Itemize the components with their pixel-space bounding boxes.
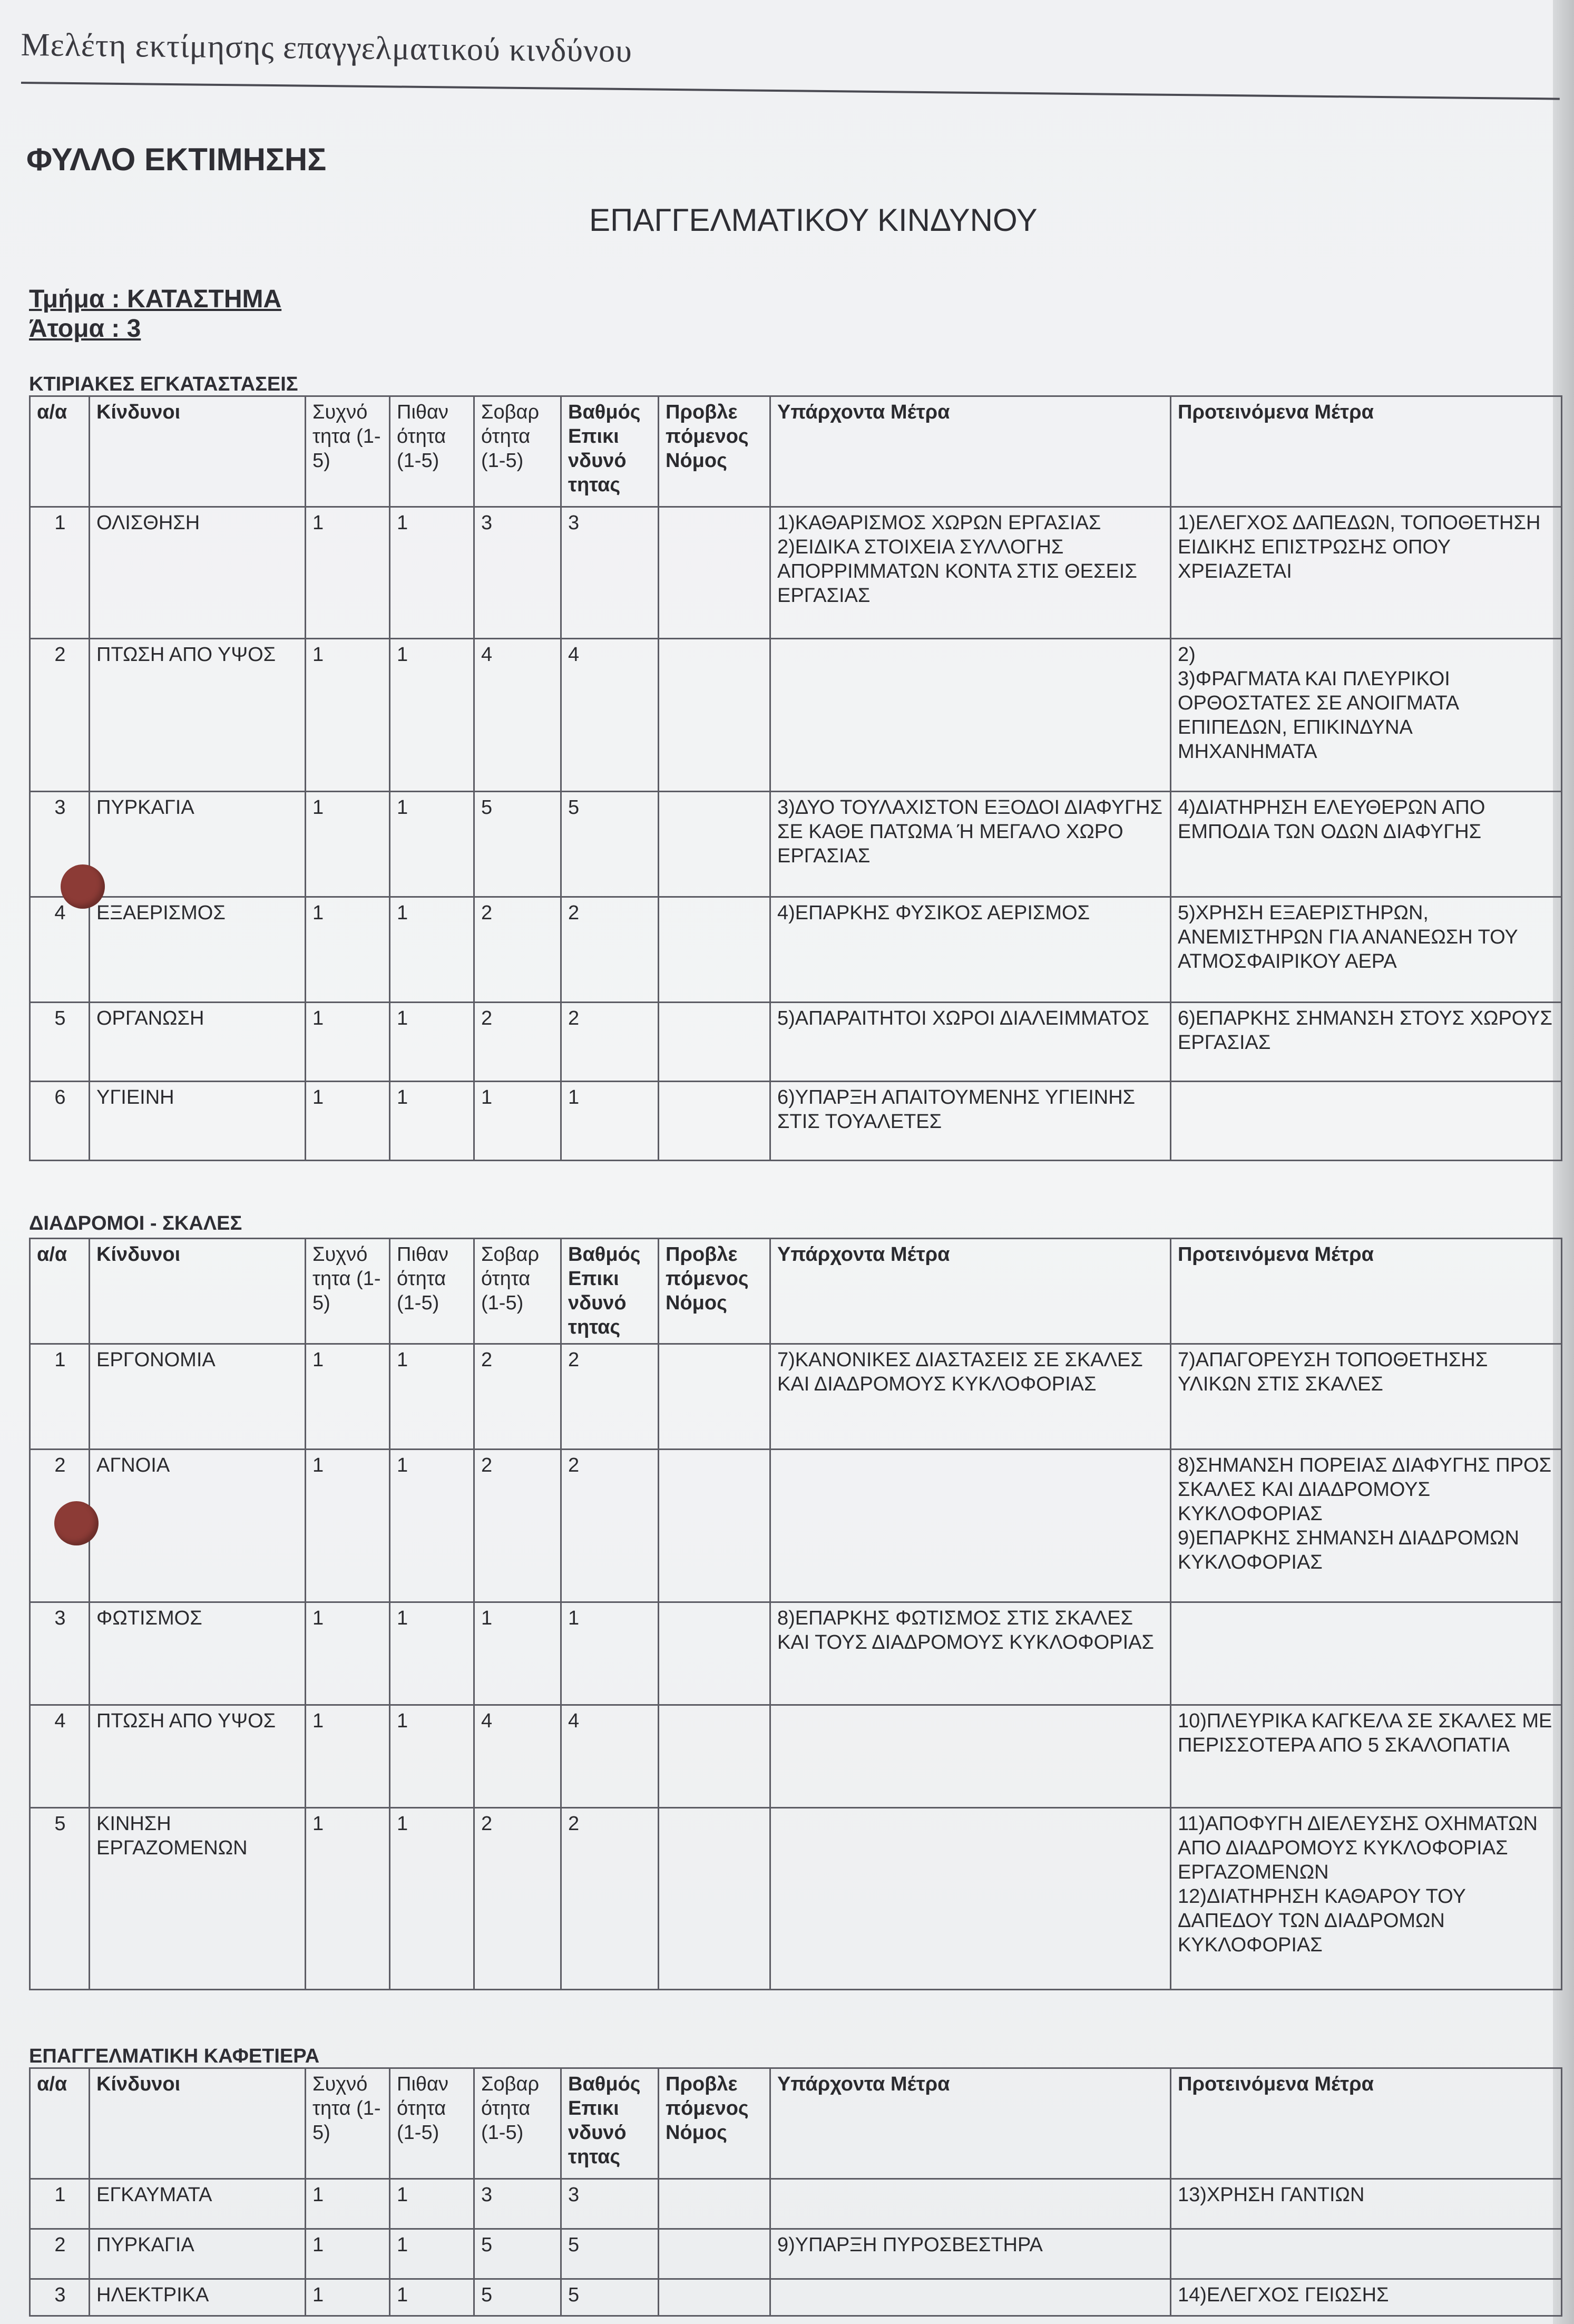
cell-law	[659, 2279, 770, 2316]
cell-proposed-measures	[1171, 1602, 1562, 1705]
table-row	[30, 2179, 1562, 2229]
cell-existing-measures: 9)ΥΠΑΡΞΗ ΠΥΡΟΣΒΕΣΤΗΡΑ	[770, 2229, 1171, 2279]
risk-table-cafeteria	[29, 2067, 1562, 2317]
hole-punch-mark	[54, 1501, 99, 1545]
cell-frequency: 1	[306, 2279, 390, 2316]
section-title-building: ΚΤΙΡΙΑΚΕΣ ΕΓΚΑΤΑΣΤΑΣΕΙΣ	[29, 373, 298, 395]
cell-severity: 2	[474, 1003, 561, 1082]
table-row	[30, 1344, 1562, 1450]
running-head: Μελέτη εκτίμησης επαγγελματικού κινδύνου	[21, 26, 633, 70]
cell-number: 2	[30, 639, 90, 792]
cell-probability: 1	[390, 1808, 474, 1990]
col-frequency: Συχνό τητα (1-5)	[306, 1239, 390, 1344]
cell-proposed-measures	[1171, 1082, 1562, 1161]
cell-probability: 1	[390, 2179, 474, 2229]
cell-probability: 1	[390, 1705, 474, 1808]
cell-frequency: 1	[306, 1344, 390, 1450]
table-row	[30, 2229, 1562, 2279]
cell-risk: 4	[561, 639, 659, 792]
table-header-row	[30, 2068, 1562, 2179]
title-center: ΕΠΑΓΓΕΛΜΑΤΙΚΟΥ ΚΙΝΔΥΝΟΥ	[589, 202, 1038, 238]
table-row	[30, 792, 1562, 897]
cell-frequency: 1	[306, 1705, 390, 1808]
cell-existing-measures: 8)ΕΠΑΡΚΗΣ ΦΩΤΙΣΜΟΣ ΣΤΙΣ ΣΚΑΛΕΣ ΚΑΙ ΤΟΥΣ ΔΙΑΔΡΟΜΟΥΣ ΚΥΚΛΟΦΟΡΙΑΣ	[770, 1602, 1171, 1705]
cell-hazard: ΗΛΕΚΤΡΙΚΑ	[90, 2279, 306, 2316]
cell-hazard: ΠΥΡΚΑΓΙΑ	[90, 792, 306, 897]
cell-proposed-measures: 7)ΑΠΑΓΟΡΕΥΣΗ ΤΟΠΟΘΕΤΗΣΗΣ ΥΛΙΚΩΝ ΣΤΙΣ ΣΚΑΛΕΣ	[1171, 1344, 1562, 1450]
table-row	[30, 639, 1562, 792]
cell-risk: 5	[561, 2229, 659, 2279]
col-aa: α/α	[30, 2068, 90, 2179]
cell-existing-measures	[770, 2179, 1171, 2229]
hole-punch-mark	[61, 864, 105, 909]
cell-probability: 1	[390, 2229, 474, 2279]
cell-frequency: 1	[306, 1808, 390, 1990]
cell-probability: 1	[390, 2279, 474, 2316]
cell-frequency: 1	[306, 897, 390, 1003]
cell-existing-measures	[770, 1450, 1171, 1602]
cell-severity: 2	[474, 1344, 561, 1450]
cell-law	[659, 897, 770, 1003]
cell-frequency: 1	[306, 639, 390, 792]
col-probability: Πιθαν ότητα (1-5)	[390, 396, 474, 507]
cell-proposed-measures: 1)ΕΛΕΓΧΟΣ ΔΑΠΕΔΩΝ, ΤΟΠΟΘΕΤΗΣΗ ΕΙΔΙΚΗΣ ΕΠΙΣΤΡΩΣΗΣ ΟΠΟΥ ΧΡΕΙΑΖΕΤΑΙ	[1171, 507, 1562, 639]
cell-probability: 1	[390, 1602, 474, 1705]
cell-probability: 1	[390, 792, 474, 897]
cell-existing-measures: 5)ΑΠΑΡΑΙΤΗΤΟΙ ΧΩΡΟΙ ΔΙΑΛΕΙΜΜΑΤΟΣ	[770, 1003, 1171, 1082]
col-severity: Σοβαρ ότητα (1-5)	[474, 2068, 561, 2179]
cell-risk: 2	[561, 1003, 659, 1082]
cell-probability: 1	[390, 1082, 474, 1161]
cell-hazard: ΠΤΩΣΗ ΑΠΟ ΥΨΟΣ	[90, 1705, 306, 1808]
cell-severity: 4	[474, 1705, 561, 1808]
cell-severity: 5	[474, 2229, 561, 2279]
cell-number: 3	[30, 792, 90, 897]
cell-risk: 3	[561, 507, 659, 639]
cell-law	[659, 1344, 770, 1450]
cell-proposed-measures: 4)ΔΙΑΤΗΡΗΣΗ ΕΛΕΥΘΕΡΩΝ ΑΠΟ ΕΜΠΟΔΙΑ ΤΩΝ ΟΔΩΝ ΔΙΑΦΥΓΗΣ	[1171, 792, 1562, 897]
cell-frequency: 1	[306, 2179, 390, 2229]
cell-severity: 1	[474, 1602, 561, 1705]
cell-severity: 2	[474, 1450, 561, 1602]
cell-hazard: ΕΞΑΕΡΙΣΜΟΣ	[90, 897, 306, 1003]
cell-proposed-measures: 2) 3)ΦΡΑΓΜΑΤΑ ΚΑΙ ΠΛΕΥΡΙΚΟΙ ΟΡΘΟΣΤΑΤΕΣ ΣΕ ΑΝΟΙΓΜΑΤΑ ΕΠΙΠΕΔΩΝ, ΕΠΙΚΙΝΔΥΝΑ ΜΗΧΑΝΗΜΑΤΑ	[1171, 639, 1562, 792]
cell-proposed-measures	[1171, 2229, 1562, 2279]
cell-frequency: 1	[306, 507, 390, 639]
risk-table-building	[29, 395, 1562, 1161]
col-proposed: Προτεινόμενα Μέτρα	[1171, 396, 1562, 507]
table-row	[30, 1602, 1562, 1705]
cell-law	[659, 507, 770, 639]
cell-law	[659, 639, 770, 792]
col-aa: α/α	[30, 396, 90, 507]
table-row	[30, 2279, 1562, 2316]
section-title-corridors: ΔΙΑΔΡΟΜΟΙ - ΣΚΑΛΕΣ	[29, 1212, 242, 1234]
cell-hazard: ΕΓΚΑΥΜΑΤΑ	[90, 2179, 306, 2229]
cell-risk: 2	[561, 1344, 659, 1450]
cell-hazard: ΥΓΙΕΙΝΗ	[90, 1082, 306, 1161]
cell-hazard: ΑΓΝΟΙΑ	[90, 1450, 306, 1602]
cell-severity: 3	[474, 2179, 561, 2229]
cell-probability: 1	[390, 639, 474, 792]
cell-severity: 3	[474, 507, 561, 639]
cell-number: 3	[30, 1602, 90, 1705]
risk-table-corridors	[29, 1238, 1562, 1990]
col-risk: Βαθμός Επικι νδυνό τητας	[561, 2068, 659, 2179]
cell-law	[659, 1602, 770, 1705]
cell-number: 5	[30, 1808, 90, 1990]
col-severity: Σοβαρ ότητα (1-5)	[474, 1239, 561, 1344]
cell-law	[659, 1705, 770, 1808]
col-law: Προβλε πόμενος Νόμος	[659, 2068, 770, 2179]
cell-risk: 4	[561, 1705, 659, 1808]
title-left: ΦΥΛΛΟ ΕΚΤΙΜΗΣΗΣ	[26, 142, 327, 177]
cell-hazard: ΦΩΤΙΣΜΟΣ	[90, 1602, 306, 1705]
cell-law	[659, 2229, 770, 2279]
cell-probability: 1	[390, 507, 474, 639]
cell-existing-measures: 6)ΥΠΑΡΞΗ ΑΠΑΙΤΟΥΜΕΝΗΣ ΥΓΙΕΙΝΗΣ ΣΤΙΣ ΤΟΥΑΛΕΤΕΣ	[770, 1082, 1171, 1161]
cell-risk: 5	[561, 792, 659, 897]
cell-existing-measures: 3)ΔΥΟ ΤΟΥΛΑΧΙΣΤΟΝ ΕΞΟΔΟΙ ΔΙΑΦΥΓΗΣ ΣΕ ΚΑΘΕ ΠΑΤΩΜΑ Ή ΜΕΓΑΛΟ ΧΩΡΟ ΕΡΓΑΣΙΑΣ	[770, 792, 1171, 897]
cell-probability: 1	[390, 1003, 474, 1082]
cell-number: 1	[30, 507, 90, 639]
cell-number: 5	[30, 1003, 90, 1082]
cell-risk: 5	[561, 2279, 659, 2316]
col-proposed: Προτεινόμενα Μέτρα	[1171, 2068, 1562, 2179]
table-header-row	[30, 396, 1562, 507]
cell-risk: 3	[561, 2179, 659, 2229]
cell-existing-measures: 1)ΚΑΘΑΡΙΣΜΟΣ ΧΩΡΩΝ ΕΡΓΑΣΙΑΣ 2)ΕΙΔΙΚΑ ΣΤΟΙΧΕΙΑ ΣΥΛΛΟΓΗΣ ΑΠΟΡΡΙΜΜΑΤΩΝ ΚΟΝΤΑ ΣΤΙΣ ΘΕΣΕΙΣ ΕΡΓΑΣΙΑΣ	[770, 507, 1171, 639]
cell-frequency: 1	[306, 2229, 390, 2279]
cell-number: 6	[30, 1082, 90, 1161]
col-hazards: Κίνδυνοι	[90, 1239, 306, 1344]
table-row	[30, 1705, 1562, 1808]
cell-hazard: ΚΙΝΗΣΗ ΕΡΓΑΖΟΜΕΝΩΝ	[90, 1808, 306, 1990]
cell-law	[659, 1808, 770, 1990]
cell-existing-measures	[770, 1808, 1171, 1990]
cell-number: 2	[30, 1450, 90, 1602]
cell-proposed-measures: 5)ΧΡΗΣΗ ΕΞΑΕΡΙΣΤΗΡΩΝ, ΑΝΕΜΙΣΤΗΡΩΝ ΓΙΑ ΑΝΑΝΕΩΣΗ ΤΟΥ ΑΤΜΟΣΦΑΙΡΙΚΟΥ ΑΕΡΑ	[1171, 897, 1562, 1003]
table-row	[30, 1450, 1562, 1602]
cell-law	[659, 1450, 770, 1602]
cell-frequency: 1	[306, 1450, 390, 1602]
cell-severity: 5	[474, 792, 561, 897]
col-probability: Πιθαν ότητα (1-5)	[390, 1239, 474, 1344]
cell-risk: 1	[561, 1082, 659, 1161]
cell-risk: 2	[561, 1808, 659, 1990]
cell-number: 1	[30, 2179, 90, 2229]
cell-risk: 2	[561, 1450, 659, 1602]
cell-proposed-measures: 11)ΑΠΟΦΥΓΗ ΔΙΕΛΕΥΣΗΣ ΟΧΗΜΑΤΩΝ ΑΠΟ ΔΙΑΔΡΟΜΟΥΣ ΚΥΚΛΟΦΟΡΙΑΣ ΕΡΓΑΖΟΜΕΝΩΝ 12)ΔΙΑΤΗΡΗΣΗ ΚΑΘΑΡΟΥ ΤΟΥ ΔΑΠΕΔΟΥ ΤΩΝ ΔΙΑΔΡΟΜΩΝ ΚΥΚΛΟΦΟΡΙΑΣ	[1171, 1808, 1562, 1990]
cell-severity: 2	[474, 897, 561, 1003]
cell-number: 4	[30, 897, 90, 1003]
table-row	[30, 1082, 1562, 1161]
cell-existing-measures: 7)ΚΑΝΟΝΙΚΕΣ ΔΙΑΣΤΑΣΕΙΣ ΣΕ ΣΚΑΛΕΣ ΚΑΙ ΔΙΑΔΡΟΜΟΥΣ ΚΥΚΛΟΦΟΡΙΑΣ	[770, 1344, 1171, 1450]
cell-severity: 4	[474, 639, 561, 792]
section-title-cafeteria: ΕΠΑΓΓΕΛΜΑΤΙΚΗ ΚΑΦΕΤΙΕΡΑ	[29, 2045, 320, 2067]
cell-number: 2	[30, 2229, 90, 2279]
cell-proposed-measures: 6)ΕΠΑΡΚΗΣ ΣΗΜΑΝΣΗ ΣΤΟΥΣ ΧΩΡΟΥΣ ΕΡΓΑΣΙΑΣ	[1171, 1003, 1562, 1082]
col-risk: Βαθμός Επικι νδυνό τητας	[561, 396, 659, 507]
cell-frequency: 1	[306, 792, 390, 897]
col-frequency: Συχνό τητα (1-5)	[306, 396, 390, 507]
col-risk: Βαθμός Επικι νδυνό τητας	[561, 1239, 659, 1344]
table-row	[30, 1808, 1562, 1990]
persons-label: Άτομα : 3	[29, 315, 141, 343]
cell-severity: 1	[474, 1082, 561, 1161]
col-existing: Υπάρχοντα Μέτρα	[770, 1239, 1171, 1344]
cell-law	[659, 2179, 770, 2229]
cell-frequency: 1	[306, 1602, 390, 1705]
col-law: Προβλε πόμενος Νόμος	[659, 1239, 770, 1344]
cell-proposed-measures: 14)ΕΛΕΓΧΟΣ ΓΕΙΩΣΗΣ	[1171, 2279, 1562, 2316]
col-severity: Σοβαρ ότητα (1-5)	[474, 396, 561, 507]
cell-law	[659, 792, 770, 897]
cell-existing-measures	[770, 639, 1171, 792]
cell-law	[659, 1082, 770, 1161]
cell-number: 3	[30, 2279, 90, 2316]
cell-frequency: 1	[306, 1082, 390, 1161]
cell-severity: 5	[474, 2279, 561, 2316]
header-rule	[21, 82, 1560, 100]
cell-number: 1	[30, 1344, 90, 1450]
department-label: Τμήμα : ΚΑΤΑΣΤΗΜΑ	[29, 285, 282, 313]
cell-existing-measures	[770, 1705, 1171, 1808]
cell-probability: 1	[390, 897, 474, 1003]
cell-frequency: 1	[306, 1003, 390, 1082]
col-hazards: Κίνδυνοι	[90, 396, 306, 507]
table-row	[30, 897, 1562, 1003]
cell-hazard: ΠΥΡΚΑΓΙΑ	[90, 2229, 306, 2279]
cell-hazard: ΟΛΙΣΘΗΣΗ	[90, 507, 306, 639]
col-aa: α/α	[30, 1239, 90, 1344]
col-hazards: Κίνδυνοι	[90, 2068, 306, 2179]
col-proposed: Προτεινόμενα Μέτρα	[1171, 1239, 1562, 1344]
cell-law	[659, 1003, 770, 1082]
table-header-row	[30, 1239, 1562, 1344]
col-law: Προβλε πόμενος Νόμος	[659, 396, 770, 507]
cell-proposed-measures: 10)ΠΛΕΥΡΙΚΑ ΚΑΓΚΕΛΑ ΣΕ ΣΚΑΛΕΣ ΜΕ ΠΕΡΙΣΣΟΤΕΡΑ ΑΠΟ 5 ΣΚΑΛΟΠΑΤΙΑ	[1171, 1705, 1562, 1808]
cell-proposed-measures: 13)ΧΡΗΣΗ ΓΑΝΤΙΩΝ	[1171, 2179, 1562, 2229]
cell-probability: 1	[390, 1450, 474, 1602]
col-probability: Πιθαν ότητα (1-5)	[390, 2068, 474, 2179]
cell-existing-measures	[770, 2279, 1171, 2316]
cell-severity: 2	[474, 1808, 561, 1990]
table-row	[30, 507, 1562, 639]
cell-risk: 1	[561, 1602, 659, 1705]
col-existing: Υπάρχοντα Μέτρα	[770, 396, 1171, 507]
cell-hazard: ΠΤΩΣΗ ΑΠΟ ΥΨΟΣ	[90, 639, 306, 792]
col-frequency: Συχνό τητα (1-5)	[306, 2068, 390, 2179]
cell-risk: 2	[561, 897, 659, 1003]
cell-number: 4	[30, 1705, 90, 1808]
cell-hazard: ΕΡΓΟΝΟΜΙΑ	[90, 1344, 306, 1450]
table-row	[30, 1003, 1562, 1082]
cell-hazard: ΟΡΓΑΝΩΣΗ	[90, 1003, 306, 1082]
cell-probability: 1	[390, 1344, 474, 1450]
cell-existing-measures: 4)ΕΠΑΡΚΗΣ ΦΥΣΙΚΟΣ ΑΕΡΙΣΜΟΣ	[770, 897, 1171, 1003]
col-existing: Υπάρχοντα Μέτρα	[770, 2068, 1171, 2179]
cell-proposed-measures: 8)ΣΗΜΑΝΣΗ ΠΟΡΕΙΑΣ ΔΙΑΦΥΓΗΣ ΠΡΟΣ ΣΚΑΛΕΣ ΚΑΙ ΔΙΑΔΡΟΜΟΥΣ ΚΥΚΛΟΦΟΡΙΑΣ 9)ΕΠΑΡΚΗΣ ΣΗΜΑΝΣΗ ΔΙΑΔΡΟΜΩΝ ΚΥΚΛΟΦΟΡΙΑΣ	[1171, 1450, 1562, 1602]
